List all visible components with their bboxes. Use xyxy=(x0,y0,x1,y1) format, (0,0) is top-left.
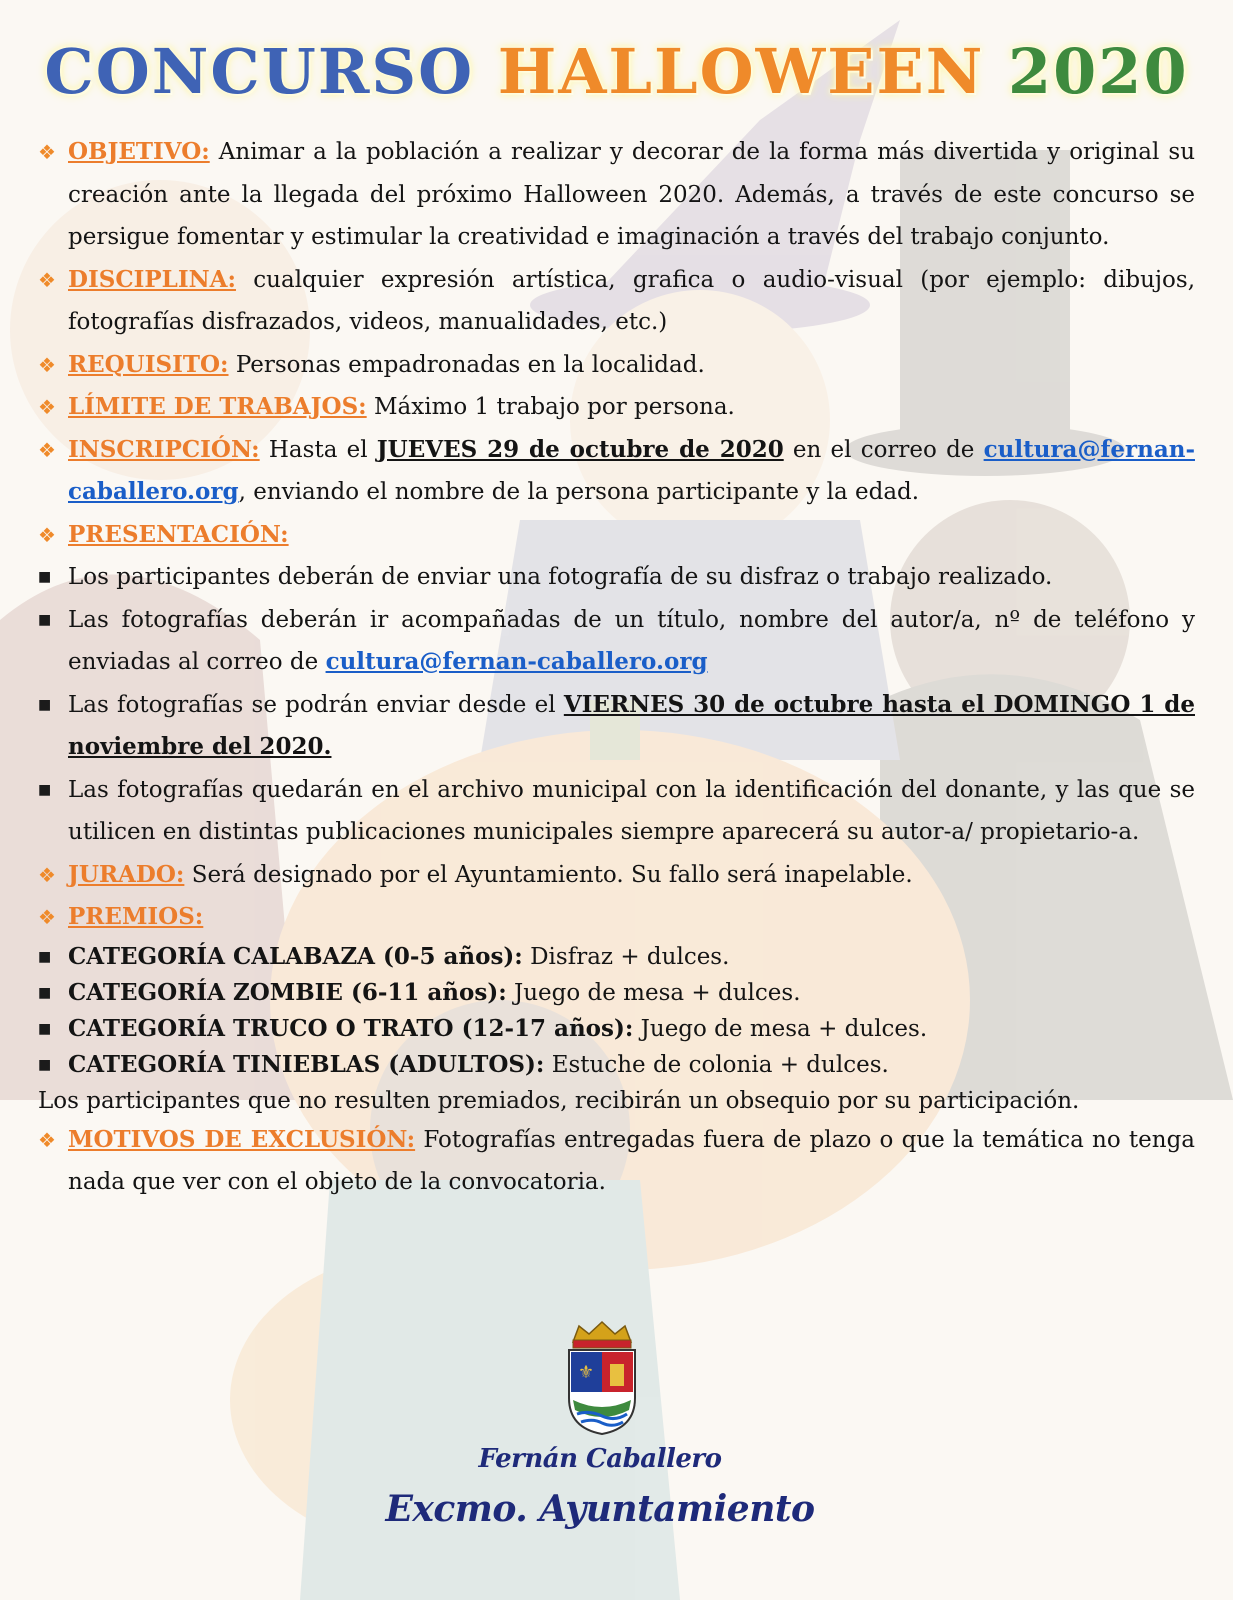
premio-item xyxy=(38,1011,1195,1047)
diamond-bullet-icon: ❖ xyxy=(38,1127,56,1152)
section-objetivo xyxy=(38,131,1195,259)
section-premios xyxy=(38,896,1195,939)
premio-category: CATEGORÍA ZOMBIE (6-11 años): xyxy=(68,978,507,1006)
square-bullet-icon: ■ xyxy=(38,611,52,628)
premio-category: CATEGORÍA TINIEBLAS (ADULTOS): xyxy=(68,1050,545,1078)
premios-label: PREMIOS: xyxy=(68,903,204,930)
presentacion-item-1 xyxy=(38,556,1195,599)
title-word-year: 2020 xyxy=(1008,35,1189,108)
premio-item xyxy=(38,975,1195,1011)
section-jurado xyxy=(38,854,1195,897)
objetivo-label: OBJETIVO: xyxy=(68,138,210,165)
section-exclusion xyxy=(38,1119,1195,1204)
premio-prize: Disfraz + dulces. xyxy=(530,943,730,970)
inscripcion-post: , enviando el nombre de la persona participante y la edad. xyxy=(238,479,920,505)
section-limite xyxy=(38,386,1195,429)
square-bullet-icon: ■ xyxy=(38,1056,52,1073)
diamond-bullet-icon: ❖ xyxy=(38,862,56,887)
diamond-bullet-icon: ❖ xyxy=(38,437,56,462)
title-word-halloween: HALLOWEEN xyxy=(497,35,985,108)
section-presentacion xyxy=(38,514,1195,557)
square-bullet-icon: ■ xyxy=(38,696,52,713)
inscripcion-email-link[interactable]: cultura@fernan-caballero.org xyxy=(68,435,1195,505)
section-inscripcion xyxy=(38,429,1195,514)
presentacion-item-4-text: Las fotografías quedarán en el archivo municipal con la identificación del donante, y las que se utilicen en distintas publicaciones municipales siempre aparecerá su autor-a/ propietario-a. xyxy=(68,776,1195,845)
limite-label: LÍMITE DE TRABAJOS: xyxy=(68,393,367,420)
disciplina-text: cualquier expresión artística, grafica o audio-visual (por ejemplo: dibujos, fotografías disfrazados, videos, manualidades, etc.) xyxy=(68,266,1195,335)
diamond-bullet-icon: ❖ xyxy=(38,352,56,377)
diamond-bullet-icon: ❖ xyxy=(38,395,56,419)
diamond-bullet-icon: ❖ xyxy=(38,522,56,547)
premio-prize: Juego de mesa + dulces. xyxy=(514,979,801,1006)
premio-prize: Estuche de colonia + dulces. xyxy=(551,1051,889,1078)
section-disciplina xyxy=(38,259,1195,344)
diamond-bullet-icon: ❖ xyxy=(38,267,56,292)
presentacion-send-period: VIERNES 30 de octubre hasta el DOMINGO 1 de noviembre del 2020. xyxy=(68,690,1195,760)
jurado-text: Será designado por el Ayuntamiento. Su fallo será inapelable. xyxy=(191,861,913,888)
exclusion-label: MOTIVOS DE EXCLUSIÓN: xyxy=(68,1125,416,1153)
premio-category: CATEGORÍA CALABAZA (0-5 años): xyxy=(68,942,523,970)
presentacion-item-4 xyxy=(38,769,1195,854)
disciplina-label: DISCIPLINA: xyxy=(68,265,236,293)
jurado-label: JURADO: xyxy=(68,860,185,888)
presentacion-label: PRESENTACIÓN: xyxy=(68,520,289,548)
presentacion-email-link[interactable]: cultura@fernan-caballero.org xyxy=(325,648,708,675)
rules-content xyxy=(38,131,1195,1204)
inscripcion-label: INSCRIPCIÓN: xyxy=(68,435,260,463)
square-bullet-icon: ■ xyxy=(38,948,52,965)
page-title xyxy=(0,30,1233,114)
inscripcion-mid: en el correo de xyxy=(792,436,975,463)
limite-text: Máximo 1 trabajo por persona. xyxy=(373,394,735,420)
svg-text:⚜: ⚜ xyxy=(577,1362,595,1383)
section-requisito xyxy=(38,344,1195,387)
exclusion-text: Fotografías entregadas fuera de plazo o que la temática no tenga nada que ver con el objeto de la convocatoria. xyxy=(68,1126,1196,1195)
premio-prize: Juego de mesa + dulces. xyxy=(640,1015,928,1042)
square-bullet-icon: ■ xyxy=(38,984,52,1001)
square-bullet-icon: ■ xyxy=(38,1020,52,1037)
presentacion-item-1-text: Los participantes deberán de enviar una fotografía de su disfraz o trabajo realizado. xyxy=(68,564,1053,590)
coat-of-arms-icon xyxy=(563,1318,641,1436)
objetivo-text: Animar a la población a realizar y decorar de la forma más divertida y original su creación ante la llegada del próximo Halloween 2020. Además, a través de este concurso se persigue fomentar y estimular la creatividad e imaginación a través del trabajo conjunto. xyxy=(68,139,1196,250)
inscripcion-pre: Hasta el xyxy=(268,436,368,463)
requisito-label: REQUISITO: xyxy=(68,350,229,378)
presentacion-item-2 xyxy=(38,599,1195,684)
inscripcion-deadline: JUEVES 29 de octubre de 2020 xyxy=(376,435,784,463)
premio-item xyxy=(38,1047,1195,1083)
presentacion-item-3 xyxy=(38,684,1195,769)
diamond-bullet-icon: ❖ xyxy=(38,140,56,164)
premios-note: Los participantes que no resulten premiados, recibirán un obsequio por su participación. xyxy=(38,1087,1080,1114)
premio-category: CATEGORÍA TRUCO O TRATO (12-17 años): xyxy=(68,1014,634,1042)
title-word-concurso: CONCURSO xyxy=(44,35,475,108)
requisito-text: Personas empadronadas en la localidad. xyxy=(235,351,705,378)
square-bullet-icon: ■ xyxy=(38,781,52,798)
diamond-bullet-icon: ❖ xyxy=(38,905,56,929)
square-bullet-icon: ■ xyxy=(38,569,52,585)
premio-item xyxy=(38,939,1195,975)
footer-town-name: Fernán Caballero xyxy=(478,1444,722,1474)
presentacion-item-2-text: Las fotografías deberán ir acompañadas de un título, nombre del autor/a, nº de teléfono y enviadas al correo de xyxy=(68,606,1195,675)
presentacion-item-3-text: Las fotografías se podrán enviar desde el xyxy=(68,691,556,718)
footer-council-name: Excmo. Ayuntamiento xyxy=(385,1488,815,1530)
